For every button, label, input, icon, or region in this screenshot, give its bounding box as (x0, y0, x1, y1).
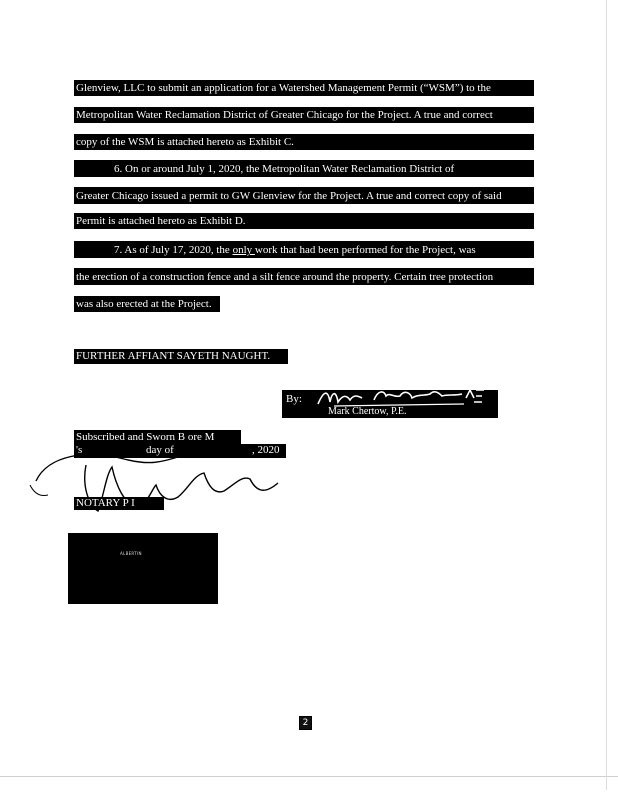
signatory-name: Mark Chertow, P.E. (328, 406, 407, 417)
paragraph-5-line-3 (74, 134, 534, 150)
notary-public-text: NOTARY P I (76, 497, 135, 509)
page-number: 2 (299, 716, 312, 730)
paragraph-7-line-2 (74, 268, 534, 285)
emphasis-only: only (232, 244, 255, 256)
paragraph-7-line-1 (74, 241, 534, 258)
scan-bottom-edge (0, 776, 618, 777)
paragraph-6-line-1-text: 6. On or around July 1, 2020, the Metropolitan Water Reclamation District of (114, 163, 455, 175)
notary-seal-text: ALBERTIN (120, 551, 142, 556)
paragraph-5-line-2 (74, 107, 534, 123)
paragraph-6-line-3 (74, 213, 534, 229)
jurat-line-1 (74, 430, 241, 444)
notary-seal-redacted (68, 533, 218, 604)
further-affiant-statement (74, 349, 288, 364)
paragraph-6-line-2 (74, 187, 534, 204)
signature-block (282, 390, 498, 418)
jurat-line-1-text: Subscribed and Sworn B ore M (76, 431, 215, 443)
paragraph-6-line-2-text: Greater Chicago issued a permit to GW Glenview for the Project. A true and correct copy of said (76, 190, 502, 202)
paragraph-7-line-3-text: was also erected at the Project. (76, 298, 212, 310)
jurat-line-2-part-b: day of (146, 444, 174, 456)
paragraph-6-line-3-text: Permit is attached hereto as Exhibit D. (76, 215, 246, 227)
jurat-line-2-part-c: , 2020 (252, 444, 280, 456)
paragraph-7-line-2-text: the erection of a construction fence and a silt fence around the property. Certain tree protection (76, 271, 494, 283)
paragraph-5-line-1 (74, 80, 534, 96)
notary-public-label (74, 497, 164, 510)
paragraph-5-line-1-text: Glenview, LLC to submit an application for a Watershed Management Permit (“WSM”) to the (76, 82, 491, 94)
paragraph-7-line-1-text: 7. As of July 17, 2020, the only work that had been performed for the Project, was (114, 244, 476, 256)
scan-right-edge (606, 0, 607, 790)
paragraph-6-line-1 (74, 160, 534, 177)
signature-by-label: By: (286, 393, 302, 405)
jurat-line-2-part-a: 's (76, 444, 83, 456)
paragraph-5-line-3-text: copy of the WSM is attached hereto as Exhibit C. (76, 136, 294, 148)
paragraph-5-line-2-text: Metropolitan Water Reclamation District of Greater Chicago for the Project. A true and correct (76, 109, 493, 121)
further-affiant-text: FURTHER AFFIANT SAYETH NAUGHT. (76, 350, 271, 362)
paragraph-7-line-3 (74, 296, 220, 312)
